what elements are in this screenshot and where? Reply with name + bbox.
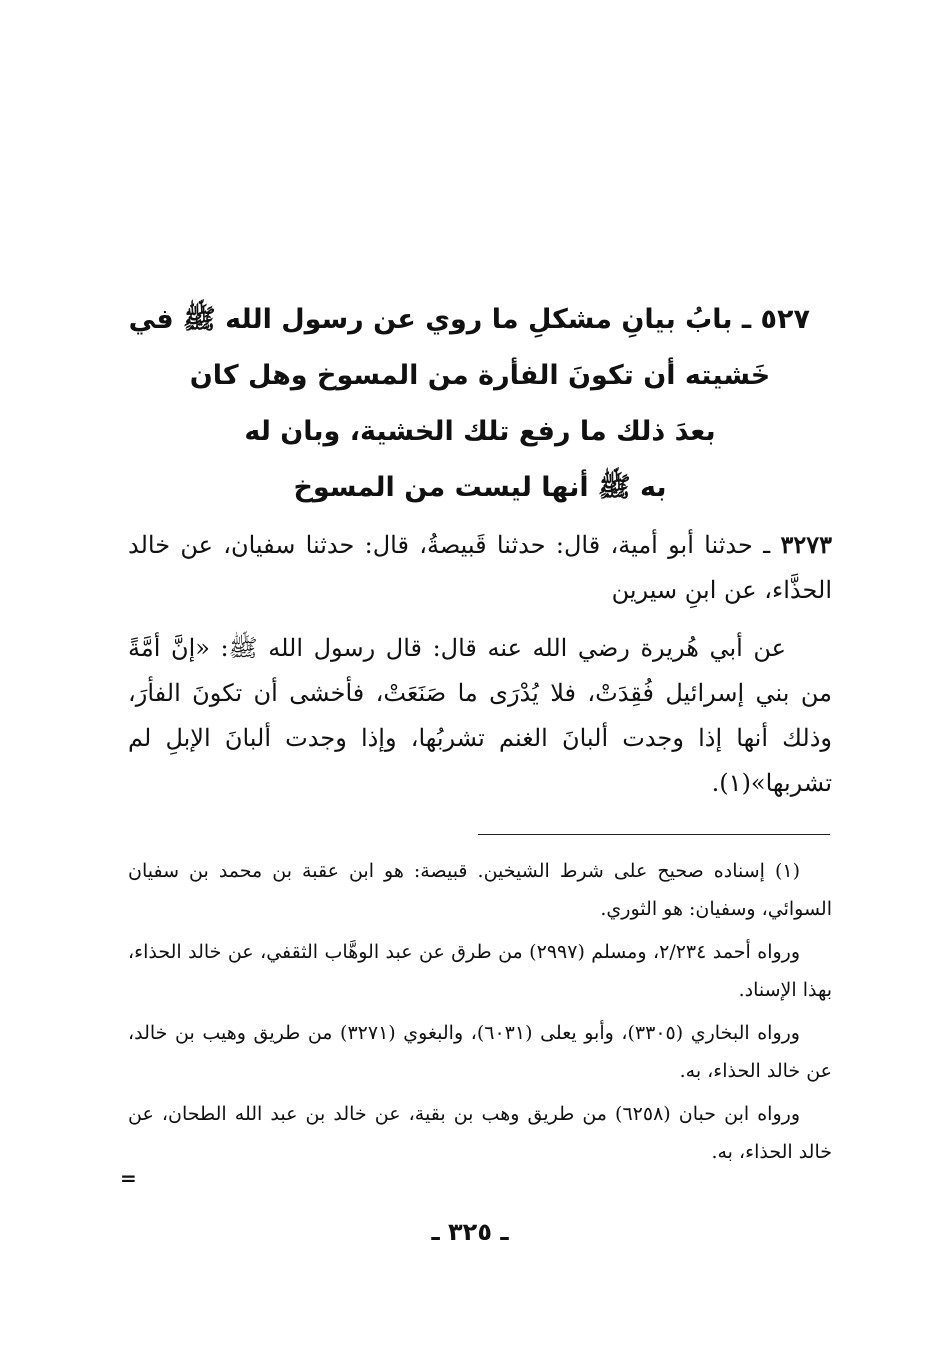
footnote-item: (١) إسناده صحيح على شرط الشيخين. قبيصة: هو ابن عقبة بن محمد بن سفيان السوائي، وسفيان: هو الثوري. [128,860,832,920]
chapter-title-line: ٥٢٧ ـ بابُ بيانِ مشكلِ ما روي عن رسول الله ﷺ في [128,304,810,335]
continuation-mark: = [120,1166,137,1190]
footnote-item: ورواه البخاري (٣٣٠٥)، وأبو يعلى (٦٠٣١)، والبغوي (٣٢٧١) من طريق وهيب بن خالد، عن خالد الحذاء، به. [128,1022,832,1082]
footnotes [128,852,832,1171]
footnote-item: ورواه أحمد ٢/٢٣٤، ومسلم (٢٩٩٧) من طرق عن عبد الوهَّاب الثقفي، عن خالد الحذاء، بهذا الإسناد. [128,941,832,1001]
hadith-number: ٣٢٧٣ [780,530,832,559]
chapter-title [128,292,810,516]
matn-text: عن أبي هُريرة رضي الله عنه قال: قال رسول الله ﷺ: «إنَّ أمَّةً من بني إسرائيل فُقِدَتْ، فلا يُدْرَى ما صَنَعَتْ، فأخشى أن تكونَ الفأرَ، وذلك أنها إذا وجدت ألبانَ الغنم تشربُها، وإذا وجدت ألبانَ الإبلِ لم تشربها»(١). [128,634,833,797]
page-number: ـ ٣٢٥ ـ [431,1218,509,1246]
chapter-title-line: بعدَ ذلك ما رفع تلك الخشية، وبان له [244,416,716,447]
chapter-title-line: به ﷺ أنها ليست من المسوخ [293,472,667,503]
footnote-divider [478,834,830,835]
chapter-title-line: خَشيته أن تكونَ الفأرة من المسوخ وهل كان [189,360,771,391]
hadith-matn [128,626,832,806]
hadith-isnad [128,522,832,613]
isnad-text: ـ حدثنا أبو أمية، قال: حدثنا قَبيصةُ، قال: حدثنا سفيان، عن خالد الحذَّاء، عن ابنِ سيرين [128,531,832,604]
footnote-item: ورواه ابن حبان (٦٢٥٨) من طريق وهب بن بقية، عن خالد بن عبد الله الطحان، عن خالد الحذاء، به. [128,1103,832,1163]
